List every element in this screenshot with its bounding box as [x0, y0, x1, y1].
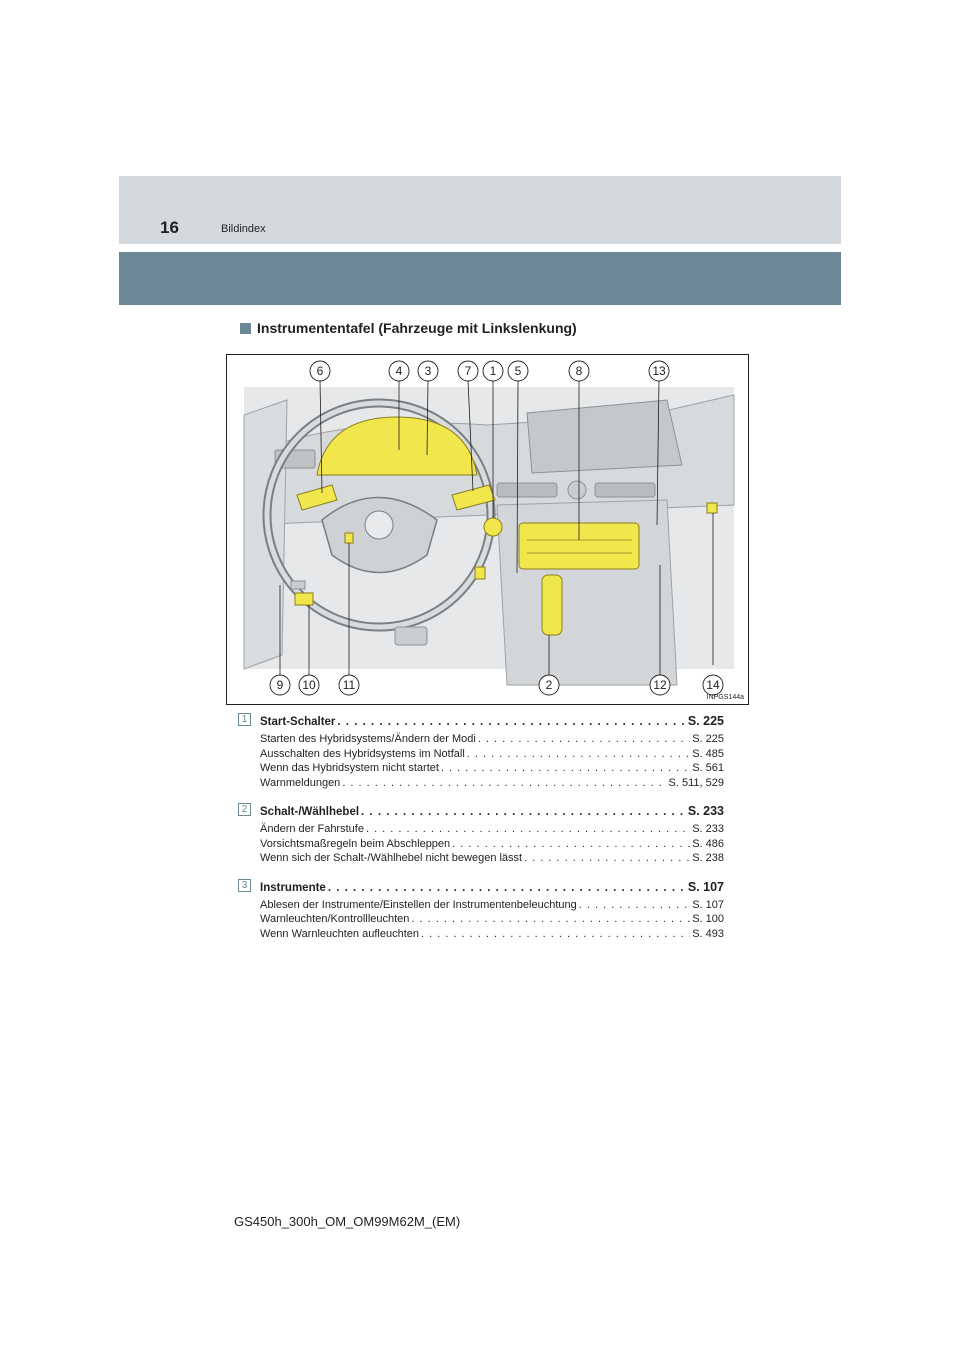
sub-page-reference[interactable]: S. 233 — [692, 823, 724, 835]
pedal — [395, 627, 427, 645]
sub-entry-label: Ausschalten des Hybridsystems im Notfall — [260, 747, 465, 760]
page-reference[interactable]: S. 107 — [687, 879, 724, 894]
sub-entry-label: Warnmeldungen — [260, 776, 341, 789]
entry-sub-line — [260, 850, 724, 864]
callout-number: 9 — [276, 678, 284, 692]
sub-entry-label: Ablesen der Instrumente/Einstellen der Instrumentenbeleuchtung — [260, 898, 577, 911]
air-vent-left — [497, 483, 557, 497]
air-vent-right — [595, 483, 655, 497]
callout-number: 3 — [424, 364, 432, 378]
sub-page-reference[interactable]: S. 107 — [692, 898, 724, 911]
sub-page-reference[interactable]: S. 225 — [692, 733, 724, 745]
entry-sub-line — [260, 911, 724, 925]
page-reference[interactable]: S. 225 — [687, 714, 724, 728]
entry-main-line — [260, 802, 724, 818]
entry-label: Instrumente — [260, 881, 326, 894]
entry-number-badge: 2 — [238, 803, 251, 816]
sub-entry-label: Warnleuchten/Kontrollleuchten — [260, 913, 410, 925]
callout-number: 2 — [545, 678, 553, 692]
subsection-heading-text: Instrumententafel (Fahrzeuge mit Linkslenkung) — [257, 320, 577, 336]
entry-sub-line — [260, 926, 724, 940]
page-number: 16 — [160, 218, 179, 237]
subsection-heading — [240, 320, 577, 336]
sub-entry-label: Vorsichtsmaßregeln beim Abschleppen — [260, 837, 451, 850]
entry-number-badge: 1 — [238, 713, 251, 726]
wheel-switch-highlight — [345, 533, 353, 543]
figure-code: INPGS144a — [706, 694, 744, 701]
analog-clock — [568, 481, 586, 499]
document-footer: GS450h_300h_OM_OM99M62M_(EM) — [234, 1214, 461, 1229]
callout-number: 7 — [464, 364, 472, 378]
sub-entry-label: Wenn das Hybridsystem nicht startet — [260, 762, 439, 774]
callout-number: 12 — [653, 678, 667, 692]
sub-page-reference[interactable]: S. 100 — [692, 913, 724, 925]
entry-main-line — [260, 878, 724, 894]
entry-main-line — [260, 712, 724, 728]
emblem — [365, 511, 393, 539]
dashboard-drawing — [227, 355, 750, 706]
callout-number: 11 — [342, 678, 356, 692]
sub-page-reference[interactable]: S. 511, 529 — [668, 776, 724, 789]
lower-switch-highlight — [295, 593, 313, 605]
entry-sub-line — [260, 897, 724, 911]
callout-number: 13 — [652, 364, 666, 378]
title-band — [119, 252, 841, 305]
sub-entry-label: Ändern der Fahrstufe — [260, 823, 364, 835]
entry-sub-line — [260, 836, 724, 850]
entry-sub-line — [260, 760, 724, 774]
entry-sub-line — [260, 821, 724, 835]
callout-number: 5 — [514, 364, 522, 378]
sub-page-reference[interactable]: S. 486 — [692, 837, 724, 850]
dashboard-illustration — [226, 354, 749, 705]
sub-page-reference[interactable]: S. 238 — [692, 852, 724, 864]
callout-number: 10 — [302, 678, 316, 692]
knob-highlight — [475, 567, 485, 579]
callout-number: 1 — [489, 364, 497, 378]
entry-label: Schalt-/Wählhebel — [260, 806, 360, 818]
sub-entry-label: Starten des Hybridsystems/Ändern der Modi — [260, 733, 476, 745]
right-switch-highlight — [707, 503, 717, 513]
entry-number-badge: 3 — [238, 879, 251, 892]
callouts-bottom — [270, 675, 723, 695]
callout-number: 6 — [316, 364, 324, 378]
sub-page-reference[interactable]: S. 561 — [692, 762, 724, 774]
sub-page-reference[interactable]: S. 485 — [692, 747, 724, 760]
page-reference[interactable]: S. 233 — [687, 804, 724, 818]
section-title: Bildindex — [221, 223, 266, 235]
sub-entry-label: Wenn Warnleuchten aufleuchten — [260, 927, 419, 940]
sub-page-reference[interactable]: S. 493 — [692, 927, 724, 940]
start-button-highlight — [484, 518, 502, 536]
entry-label: Start-Schalter — [260, 716, 336, 728]
sub-entry-label: Wenn sich der Schalt-/Wählhebel nicht bewegen lässt — [260, 852, 523, 864]
entry-sub-line — [260, 746, 724, 760]
shift-lever-highlight — [542, 575, 562, 635]
callouts-top — [310, 361, 669, 381]
square-bullet-icon — [240, 323, 251, 334]
entry-sub-line — [260, 775, 724, 789]
entry-sub-line — [260, 731, 724, 745]
callout-number: 8 — [575, 364, 583, 378]
callout-number: 14 — [706, 678, 720, 692]
callout-number: 4 — [395, 364, 403, 378]
